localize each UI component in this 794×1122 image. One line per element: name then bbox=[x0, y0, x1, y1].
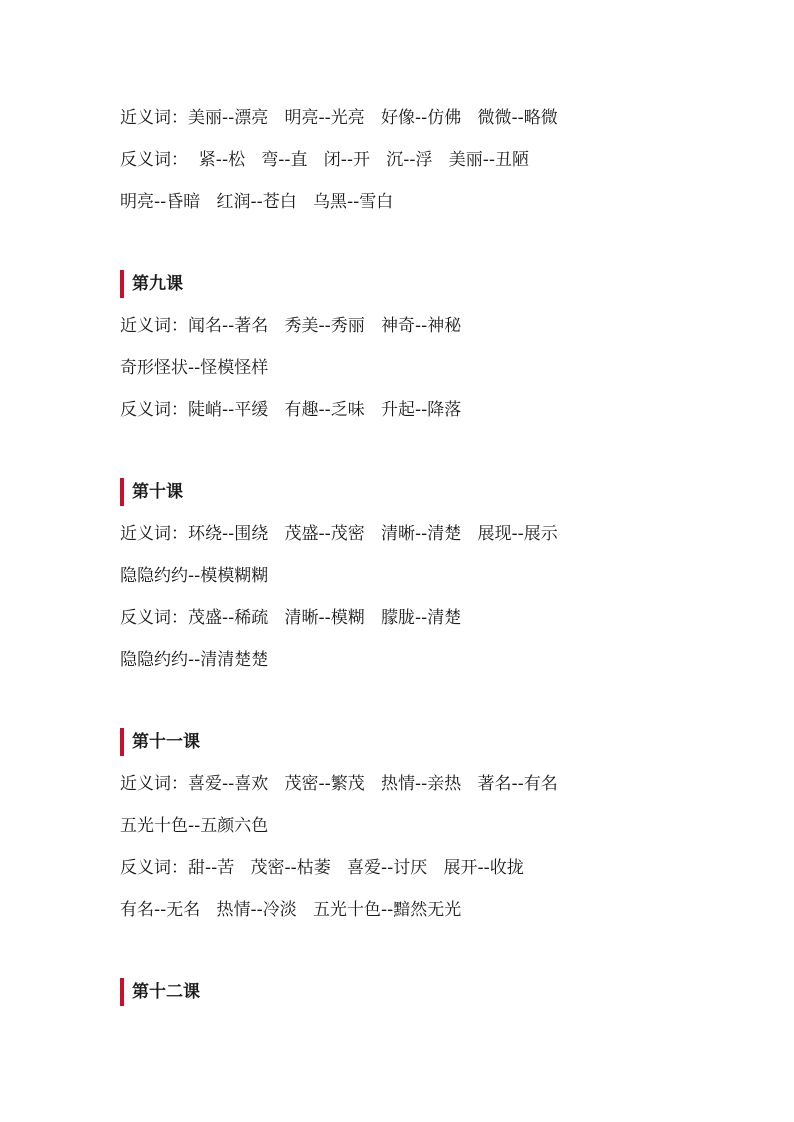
synonyms-line: 近义词：美丽--漂亮 明亮--光亮 好像--仿佛 微微--略微 bbox=[120, 108, 558, 128]
antonyms-line: 反义词：陡峭--平缓 有趣--乏味 升起--降落 bbox=[120, 400, 462, 420]
antonyms-line: 反义词：甜--苦 茂密--枯萎 喜爱--讨厌 展开--收拢 bbox=[120, 858, 524, 878]
lesson-9-heading bbox=[120, 270, 183, 298]
antonyms-line: 反义词：茂盛--稀疏 清晰--模糊 朦胧--清楚 bbox=[120, 608, 462, 628]
synonyms-line: 近义词：闻名--著名 秀美--秀丽 神奇--神秘 bbox=[120, 316, 462, 336]
antonyms-line: 反义词： 紧--松 弯--直 闭--开 沉--浮 美丽--丑陋 bbox=[120, 150, 529, 170]
lesson-title: 第十课 bbox=[132, 482, 183, 502]
lesson-12-heading bbox=[120, 978, 200, 1006]
lesson-title: 第九课 bbox=[132, 274, 183, 294]
accent-bar bbox=[120, 978, 124, 1006]
antonyms-line-continued: 隐隐约约--清清楚楚 bbox=[120, 650, 269, 670]
accent-bar bbox=[120, 728, 124, 756]
lesson-title: 第十二课 bbox=[132, 982, 200, 1002]
accent-bar bbox=[120, 478, 124, 506]
lesson-title: 第十一课 bbox=[132, 732, 200, 752]
accent-bar bbox=[120, 270, 124, 298]
synonyms-line-continued: 隐隐约约--模模糊糊 bbox=[120, 566, 269, 586]
synonyms-line-continued: 奇形怪状--怪模怪样 bbox=[120, 358, 269, 378]
synonyms-line: 近义词：喜爱--喜欢 茂密--繁茂 热情--亲热 著名--有名 bbox=[120, 774, 558, 794]
lesson-10-heading bbox=[120, 478, 183, 506]
antonyms-line-continued: 有名--无名 热情--冷淡 五光十色--黯然无光 bbox=[120, 900, 462, 920]
lesson-11-heading bbox=[120, 728, 200, 756]
synonyms-line-continued: 五光十色--五颜六色 bbox=[120, 816, 269, 836]
antonyms-line-continued: 明亮--昏暗 红润--苍白 乌黑--雪白 bbox=[120, 192, 394, 212]
synonyms-line: 近义词：环绕--围绕 茂盛--茂密 清晰--清楚 展现--展示 bbox=[120, 524, 558, 544]
